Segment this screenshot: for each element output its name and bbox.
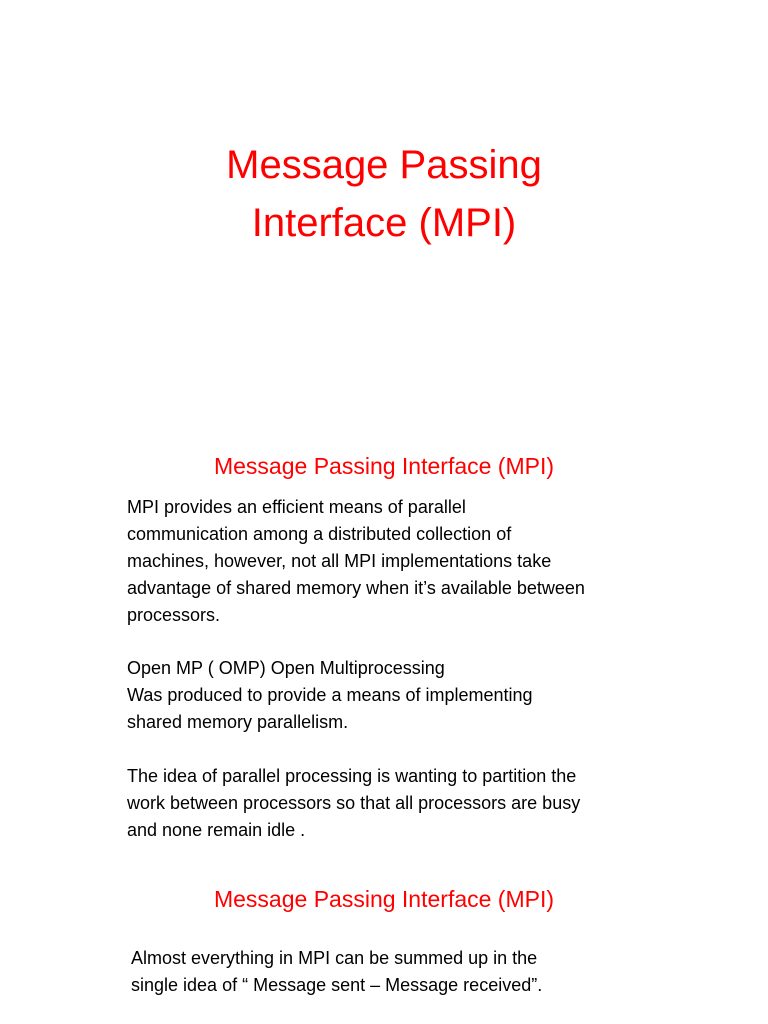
paragraph-openmp bbox=[127, 655, 533, 736]
text-line: Almost everything in MPI can be summed up in the bbox=[131, 948, 538, 968]
section-heading-2: Message Passing Interface (MPI) bbox=[213, 886, 555, 912]
slide-title-line-2: Interface (MPI) bbox=[251, 201, 517, 245]
paragraph-mpi-description bbox=[127, 494, 585, 629]
slide-title bbox=[0, 136, 768, 252]
text-line: Open MP ( OMP) Open Multiprocessing bbox=[127, 658, 445, 678]
text-line: and none remain idle . bbox=[127, 820, 306, 840]
paragraph-message-sent-received bbox=[131, 945, 542, 999]
text-line: processors. bbox=[127, 605, 221, 625]
text-line: advantage of shared memory when it’s available between bbox=[127, 578, 585, 598]
text-line: work between processors so that all processors are busy bbox=[127, 793, 581, 813]
text-line: single idea of “ Message sent – Message received”. bbox=[131, 975, 543, 995]
slide-title-line-1: Message Passing bbox=[226, 143, 542, 187]
text-line: The idea of parallel processing is wanting to partition the bbox=[127, 766, 577, 786]
text-line: communication among a distributed collection of bbox=[127, 524, 512, 544]
section-heading-1: Message Passing Interface (MPI) bbox=[213, 453, 555, 479]
text-line: MPI provides an efficient means of parallel bbox=[127, 497, 466, 517]
text-line: shared memory parallelism. bbox=[127, 712, 349, 732]
text-line: machines, however, not all MPI implementations take bbox=[127, 551, 552, 571]
paragraph-parallel-processing bbox=[127, 763, 580, 844]
text-line: Was produced to provide a means of implementing bbox=[127, 685, 533, 705]
